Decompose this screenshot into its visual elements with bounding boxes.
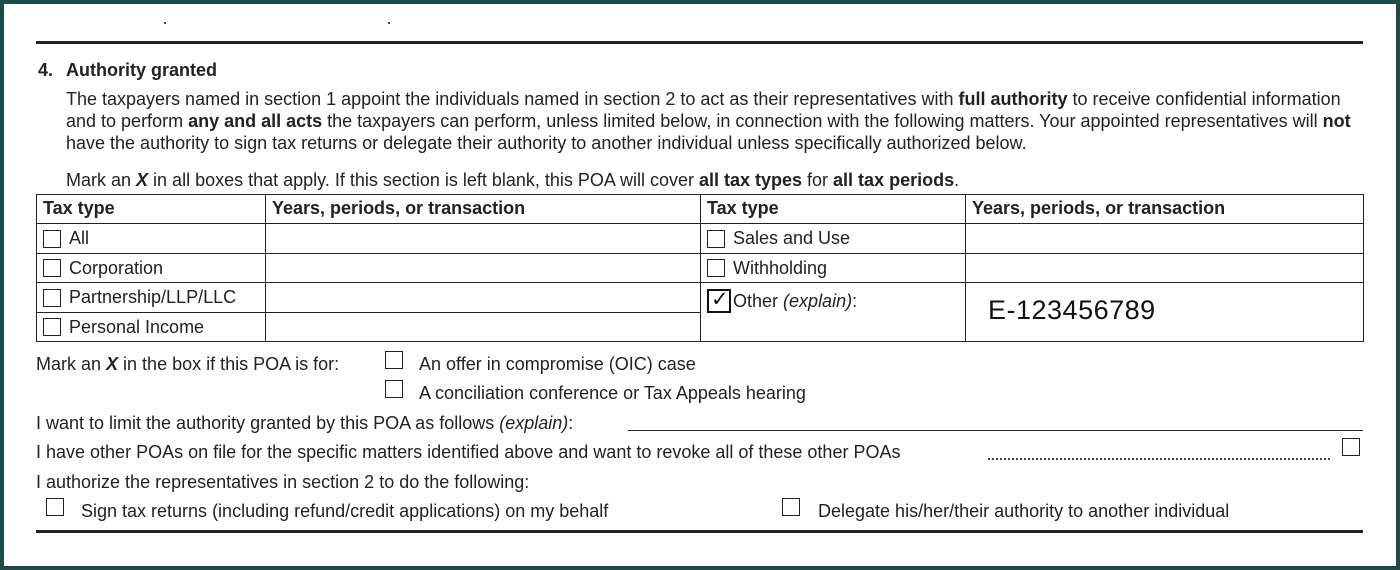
text-run: all tax periods	[833, 170, 955, 190]
years-all-field[interactable]	[266, 224, 701, 253]
label-withholding: Withholding	[733, 257, 828, 278]
label-personal-income: Personal Income	[69, 316, 205, 337]
label-delegate: Delegate his/her/their authority to another individual	[818, 501, 1230, 521]
label-sales-use: Sales and Use	[733, 228, 851, 249]
row-all	[37, 224, 266, 253]
row-other	[701, 283, 966, 342]
checkbox-corporation[interactable]	[43, 259, 61, 277]
top-rule	[36, 41, 1363, 44]
checkbox-other[interactable]	[707, 289, 731, 313]
checkbox-sales-use[interactable]	[707, 230, 725, 248]
text-run: not	[1322, 111, 1351, 131]
label-corporation: Corporation	[69, 257, 164, 278]
checkbox-all[interactable]	[43, 230, 61, 248]
text-run: The taxpayers named in section 1 appoint the individuals named in section 2 to act as their representatives with	[66, 89, 959, 109]
text-run: Mark an	[66, 170, 137, 190]
text-run: all tax types	[698, 170, 803, 190]
section-number: 4.	[38, 60, 54, 80]
years-withholding-field[interactable]	[966, 253, 1364, 282]
bottom-rule	[36, 530, 1363, 533]
row-corporation	[37, 253, 266, 282]
tax-type-table	[36, 194, 1364, 342]
checkbox-oic[interactable]	[385, 351, 403, 369]
text-run: .	[954, 170, 960, 190]
mark-instruction	[66, 169, 959, 191]
section-title: Authority granted	[66, 60, 217, 80]
header-years: Years, periods, or transaction	[266, 195, 701, 224]
row-partnership	[37, 283, 266, 312]
text-run: to receive confidential information and to perform	[66, 89, 1341, 131]
row-sales-use	[701, 224, 966, 253]
checkbox-sign-returns[interactable]	[46, 498, 64, 516]
years-corporation-field[interactable]	[266, 253, 701, 282]
row-personal-income	[37, 312, 266, 341]
limit-explain-field[interactable]	[628, 430, 1363, 431]
checkbox-partnership[interactable]	[43, 289, 61, 307]
stray-dot	[164, 22, 166, 24]
checkbox-personal-income[interactable]	[43, 318, 61, 336]
label-sign-returns: Sign tax returns (including refund/credit applications) on my behalf	[81, 501, 609, 521]
stray-dot	[388, 22, 390, 24]
revoke-leader-dots	[988, 458, 1330, 460]
text-run: in all boxes that apply. If this section is left blank, this POA will cover	[148, 170, 699, 190]
checkbox-revoke[interactable]	[1342, 438, 1360, 456]
header-tax-type-2: Tax type	[701, 195, 966, 224]
label-all: All	[69, 228, 90, 249]
checkbox-conciliation[interactable]	[385, 380, 403, 398]
years-partnership-field[interactable]	[266, 283, 701, 312]
other-explain-field[interactable]	[966, 283, 1364, 342]
poa-for-label: Mark an X in the box if this POA is for:	[36, 354, 340, 374]
check-mark-icon: ✓	[711, 288, 729, 312]
text-run: any and all acts	[188, 111, 323, 131]
authorize-label: I authorize the representatives in section 2 to do the following:	[36, 472, 530, 492]
header-years-2: Years, periods, or transaction	[966, 195, 1364, 224]
other-explain-value: E-123456789	[988, 295, 1156, 326]
revoke-label: I have other POAs on file for the specific matters identified above and want to revoke all of these other POAs	[36, 442, 901, 462]
text-run: full authority	[958, 89, 1068, 109]
checkbox-delegate[interactable]	[782, 498, 800, 516]
header-tax-type: Tax type	[37, 195, 266, 224]
years-sales-use-field[interactable]	[966, 224, 1364, 253]
text-run: have the authority to sign tax returns or delegate their authority to another individual unless specifically authorized below.	[66, 133, 1027, 153]
text-run: X	[136, 170, 149, 190]
checkbox-withholding[interactable]	[707, 259, 725, 277]
label-partnership: Partnership/LLP/LLC	[69, 287, 237, 308]
label-conciliation: A conciliation conference or Tax Appeals hearing	[419, 383, 806, 403]
text-run: for	[802, 170, 834, 190]
text-run: the taxpayers can perform, unless limited below, in connection with the following matters. Your appointed representatives will	[322, 111, 1323, 131]
intro-paragraph	[66, 88, 1366, 154]
label-other: Other (explain):	[733, 290, 858, 311]
row-withholding	[701, 253, 966, 282]
years-personal-income-field[interactable]	[266, 312, 701, 341]
label-oic: An offer in compromise (OIC) case	[419, 354, 696, 374]
limit-label: I want to limit the authority granted by this POA as follows (explain):	[36, 413, 574, 433]
